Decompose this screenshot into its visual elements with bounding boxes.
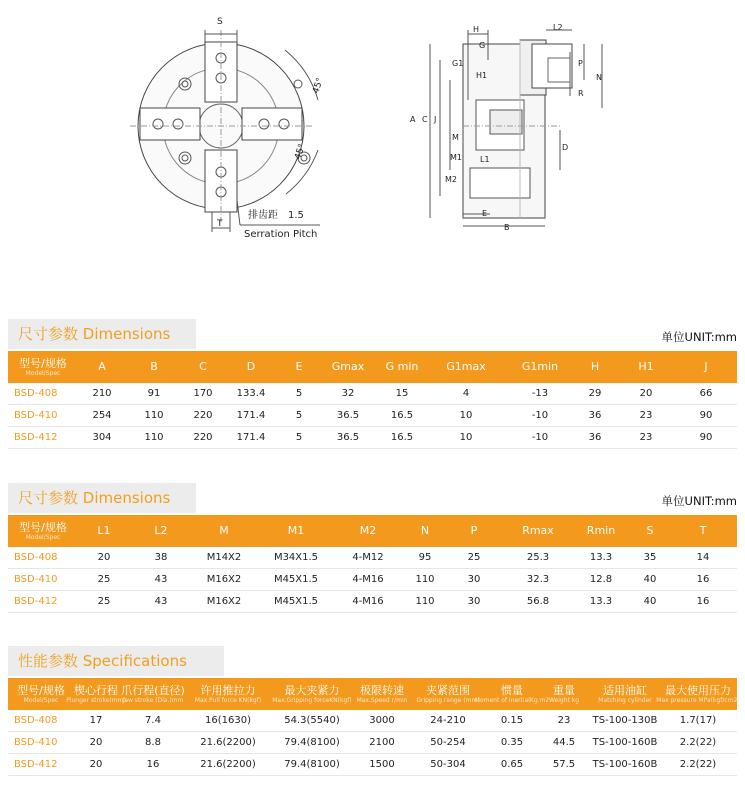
cell: 5	[295, 388, 303, 399]
cell: 171.4	[236, 410, 266, 421]
label-serration-cn: 排齿距	[248, 210, 278, 221]
cell: 110	[144, 410, 164, 421]
label-g1: G1	[452, 59, 464, 68]
header-cell: S	[646, 524, 654, 537]
cell: 44.5	[552, 737, 576, 748]
dimensions-section-1	[0, 319, 745, 443]
specifications-table	[8, 678, 740, 776]
cell: 171.4	[236, 432, 266, 443]
cell: -13	[531, 388, 549, 399]
cell: 66	[699, 388, 713, 399]
cell: 7.4	[145, 715, 161, 726]
cell: TS-100-160B	[592, 737, 658, 748]
cell: 20	[97, 552, 111, 563]
header-cell: 型号/规格 Model/Spec	[19, 356, 67, 377]
cell: 4-M16	[352, 596, 384, 607]
cell: 40	[643, 596, 657, 607]
cell: 43	[154, 596, 168, 607]
cell: 0.15	[500, 715, 524, 726]
label-c: C	[422, 115, 428, 124]
cell: 25	[97, 596, 111, 607]
cell: 13.3	[589, 552, 613, 563]
cell: 304	[92, 432, 112, 443]
label-angle-b: 45°	[293, 142, 308, 161]
cell: 16(1630)	[205, 715, 251, 726]
label-m1: M1	[450, 153, 462, 162]
cell: M16X2	[206, 574, 242, 585]
unit-label: 单位UNIT:mm	[661, 330, 737, 344]
cell: 25	[467, 552, 481, 563]
cell: 1500	[369, 759, 395, 770]
header-cell: Rmin	[586, 524, 616, 537]
cell: BSD-408	[14, 715, 58, 726]
header-cell: A	[98, 360, 106, 373]
cell: BSD-410	[14, 410, 58, 421]
cell: 5	[295, 410, 303, 421]
cell: 1.7(17)	[679, 715, 717, 726]
header-cell: M	[219, 524, 229, 537]
cell: 23	[639, 410, 653, 421]
section-title: 尺寸参数 Dimensions	[8, 319, 196, 349]
cell: 3000	[369, 715, 395, 726]
table-row	[8, 547, 737, 569]
cell: 220	[193, 410, 213, 421]
specifications-section	[0, 646, 745, 770]
cell: 30	[467, 596, 481, 607]
label-h: H	[473, 25, 480, 34]
cell: 254	[92, 410, 112, 421]
cell: 16	[696, 596, 710, 607]
cell: 16.5	[390, 410, 414, 421]
cell: BSD-412	[14, 432, 58, 443]
cell: 220	[193, 432, 213, 443]
unit-label: 单位UNIT:mm	[661, 494, 737, 508]
header-cell: H	[590, 360, 600, 373]
cell: 110	[415, 596, 435, 607]
cell: 17	[89, 715, 103, 726]
table-header	[8, 351, 737, 383]
cell: 15	[395, 388, 409, 399]
cell: 14	[696, 552, 710, 563]
header-cell: 最大夹紧力 Max.Gripping forceKN(kgf)	[272, 683, 352, 704]
cell: 23	[557, 715, 571, 726]
cell: 4	[462, 388, 470, 399]
cell: M34X1.5	[273, 552, 319, 563]
cell: 79.4(8100)	[284, 759, 340, 770]
cell: 32	[341, 388, 355, 399]
cell: M45X1.5	[273, 596, 319, 607]
header-cell: D	[246, 360, 256, 373]
label-l2: L2	[553, 23, 563, 32]
header-cell: 型号/规格 Model/Spec	[19, 520, 67, 541]
header-cell: T	[699, 524, 707, 537]
label-s: S	[217, 17, 223, 27]
cell: 25.3	[526, 552, 550, 563]
header-cell: 型号/规格 Model/Spec	[17, 683, 65, 704]
header-cell: 最大使用压力 Max pressure MPa(kgf/cm2)	[656, 683, 740, 704]
label-m2: M2	[445, 175, 457, 184]
cell: BSD-412	[14, 759, 58, 770]
cell: 5	[295, 432, 303, 443]
cell: 13.3	[589, 596, 613, 607]
header-cell: P	[470, 524, 478, 537]
label-serration-val: 1.5	[288, 210, 304, 221]
label-l1: L1	[480, 155, 490, 164]
cell: 90	[699, 432, 713, 443]
cell: 79.4(8100)	[284, 737, 340, 748]
cell: 23	[639, 432, 653, 443]
cell: 10	[459, 432, 473, 443]
cell: 36	[588, 432, 602, 443]
cell: 20	[89, 737, 103, 748]
header-cell: G min	[385, 360, 419, 373]
cell: 20	[639, 388, 653, 399]
cell: 95	[418, 552, 432, 563]
cell: 4-M16	[352, 574, 384, 585]
cell: 36.5	[336, 410, 360, 421]
label-h1: H1	[476, 71, 488, 80]
header-cell: E	[295, 360, 303, 373]
table-row	[8, 754, 737, 776]
cell: BSD-410	[14, 574, 58, 585]
table-row	[8, 710, 737, 732]
cell: 170	[193, 388, 213, 399]
cell: 16	[146, 759, 160, 770]
cell: 29	[588, 388, 602, 399]
cell: 21.6(2200)	[200, 737, 256, 748]
label-a: A	[410, 115, 416, 124]
header-cell: G1min	[521, 360, 559, 373]
cell: 16.5	[390, 432, 414, 443]
table-row	[8, 383, 737, 405]
chuck-drawing-svg	[0, 0, 745, 300]
table-header	[8, 515, 737, 547]
label-j: J	[434, 115, 437, 124]
cell: 36	[588, 410, 602, 421]
header-cell: L2	[154, 524, 168, 537]
header-cell: M2	[359, 524, 377, 537]
header-cell: 惯量 Moment of inertialKg.m2	[474, 683, 550, 704]
cell: 90	[699, 410, 713, 421]
label-serration-en: Serration Pitch	[244, 229, 318, 240]
cell: 110	[415, 574, 435, 585]
cell: 54.3(5540)	[284, 715, 340, 726]
cell: -10	[531, 410, 549, 421]
jaw-right	[242, 108, 302, 140]
cell: 50-304	[430, 759, 466, 770]
cell: 2100	[369, 737, 395, 748]
header-cell: 夹紧范围 Gripping range (mm)	[416, 683, 480, 704]
cell: BSD-412	[14, 596, 58, 607]
dimensions-table-1	[8, 351, 737, 449]
section-title: 性能参数 Specifications	[8, 646, 224, 676]
cell: 133.4	[236, 388, 266, 399]
cell: 20	[89, 759, 103, 770]
cell: 210	[92, 388, 112, 399]
cell: 12.8	[589, 574, 613, 585]
header-cell: 爪行程(直径) Jaw stroke (Dia.)mm	[121, 683, 185, 704]
table-row	[8, 405, 737, 427]
header-cell: C	[199, 360, 207, 373]
header-cell: M1	[287, 524, 305, 537]
table-row	[8, 591, 737, 613]
header-cell: N	[420, 524, 430, 537]
label-m: M	[452, 133, 459, 142]
cell: -10	[531, 432, 549, 443]
cell: BSD-410	[14, 737, 58, 748]
cell: M14X2	[206, 552, 242, 563]
cell: 40	[643, 574, 657, 585]
label-r: R	[578, 89, 584, 98]
cell: 36.5	[336, 432, 360, 443]
cell: 50-254	[430, 737, 466, 748]
header-cell: J	[704, 360, 708, 373]
cell: 57.5	[552, 759, 576, 770]
header-cell: 重量 Weight kg	[548, 683, 580, 704]
table-row	[8, 732, 737, 754]
cell: 8.8	[145, 737, 161, 748]
cell: 24-210	[430, 715, 466, 726]
cell: 91	[147, 388, 161, 399]
technical-drawing	[0, 0, 745, 300]
cell: 30	[467, 574, 481, 585]
cell: BSD-408	[14, 388, 58, 399]
table-row	[8, 427, 737, 449]
dimensions-table-2	[8, 515, 737, 613]
jaw-left	[140, 108, 200, 140]
cell: 4-M12	[352, 552, 384, 563]
cell: 21.6(2200)	[200, 759, 256, 770]
label-p: P	[578, 59, 583, 68]
label-t: T	[217, 219, 223, 229]
section-title: 尺寸参数 Dimensions	[8, 483, 196, 513]
header-cell: G1max	[446, 360, 486, 373]
header-cell: 极限转速 Max.Speed r/min	[356, 683, 408, 704]
cell: 110	[144, 432, 164, 443]
header-cell: H1	[638, 360, 654, 373]
label-e: E	[482, 209, 488, 218]
header-cell: Rmax	[522, 524, 554, 537]
cell: 2.2(22)	[679, 759, 717, 770]
cell: 2.2(22)	[679, 737, 717, 748]
cell: 43	[154, 574, 168, 585]
label-b: B	[504, 223, 510, 232]
label-d: D	[562, 143, 569, 152]
cell: 25	[97, 574, 111, 585]
cell: 16	[696, 574, 710, 585]
cell: M45X1.5	[273, 574, 319, 585]
table-header	[8, 678, 740, 710]
header-cell: Gmax	[331, 360, 365, 373]
header-cell: 楔心行程 Plunger stroke(mm)	[66, 683, 126, 704]
dimensions-section-2	[0, 483, 745, 607]
cell: BSD-408	[14, 552, 58, 563]
cell: 38	[154, 552, 168, 563]
label-n: N	[596, 73, 602, 82]
cell: 0.65	[500, 759, 524, 770]
cell: TS-100-130B	[592, 715, 658, 726]
cell: 0.35	[500, 737, 524, 748]
cell: 56.8	[526, 596, 550, 607]
header-cell: B	[150, 360, 158, 373]
header-cell: 许用推拉力 Max.Pull force KN(kgf)	[194, 683, 262, 704]
cell: 35	[643, 552, 657, 563]
cell: 32.3	[526, 574, 550, 585]
header-cell: L1	[97, 524, 111, 537]
cell: M16X2	[206, 596, 242, 607]
cell: 10	[459, 410, 473, 421]
label-g: G	[479, 41, 486, 50]
header-cell: 适用油缸 Matching cylinder	[598, 683, 652, 704]
label-angle-a: 45°	[311, 76, 326, 95]
table-row	[8, 569, 737, 591]
cell: TS-100-160B	[592, 759, 658, 770]
